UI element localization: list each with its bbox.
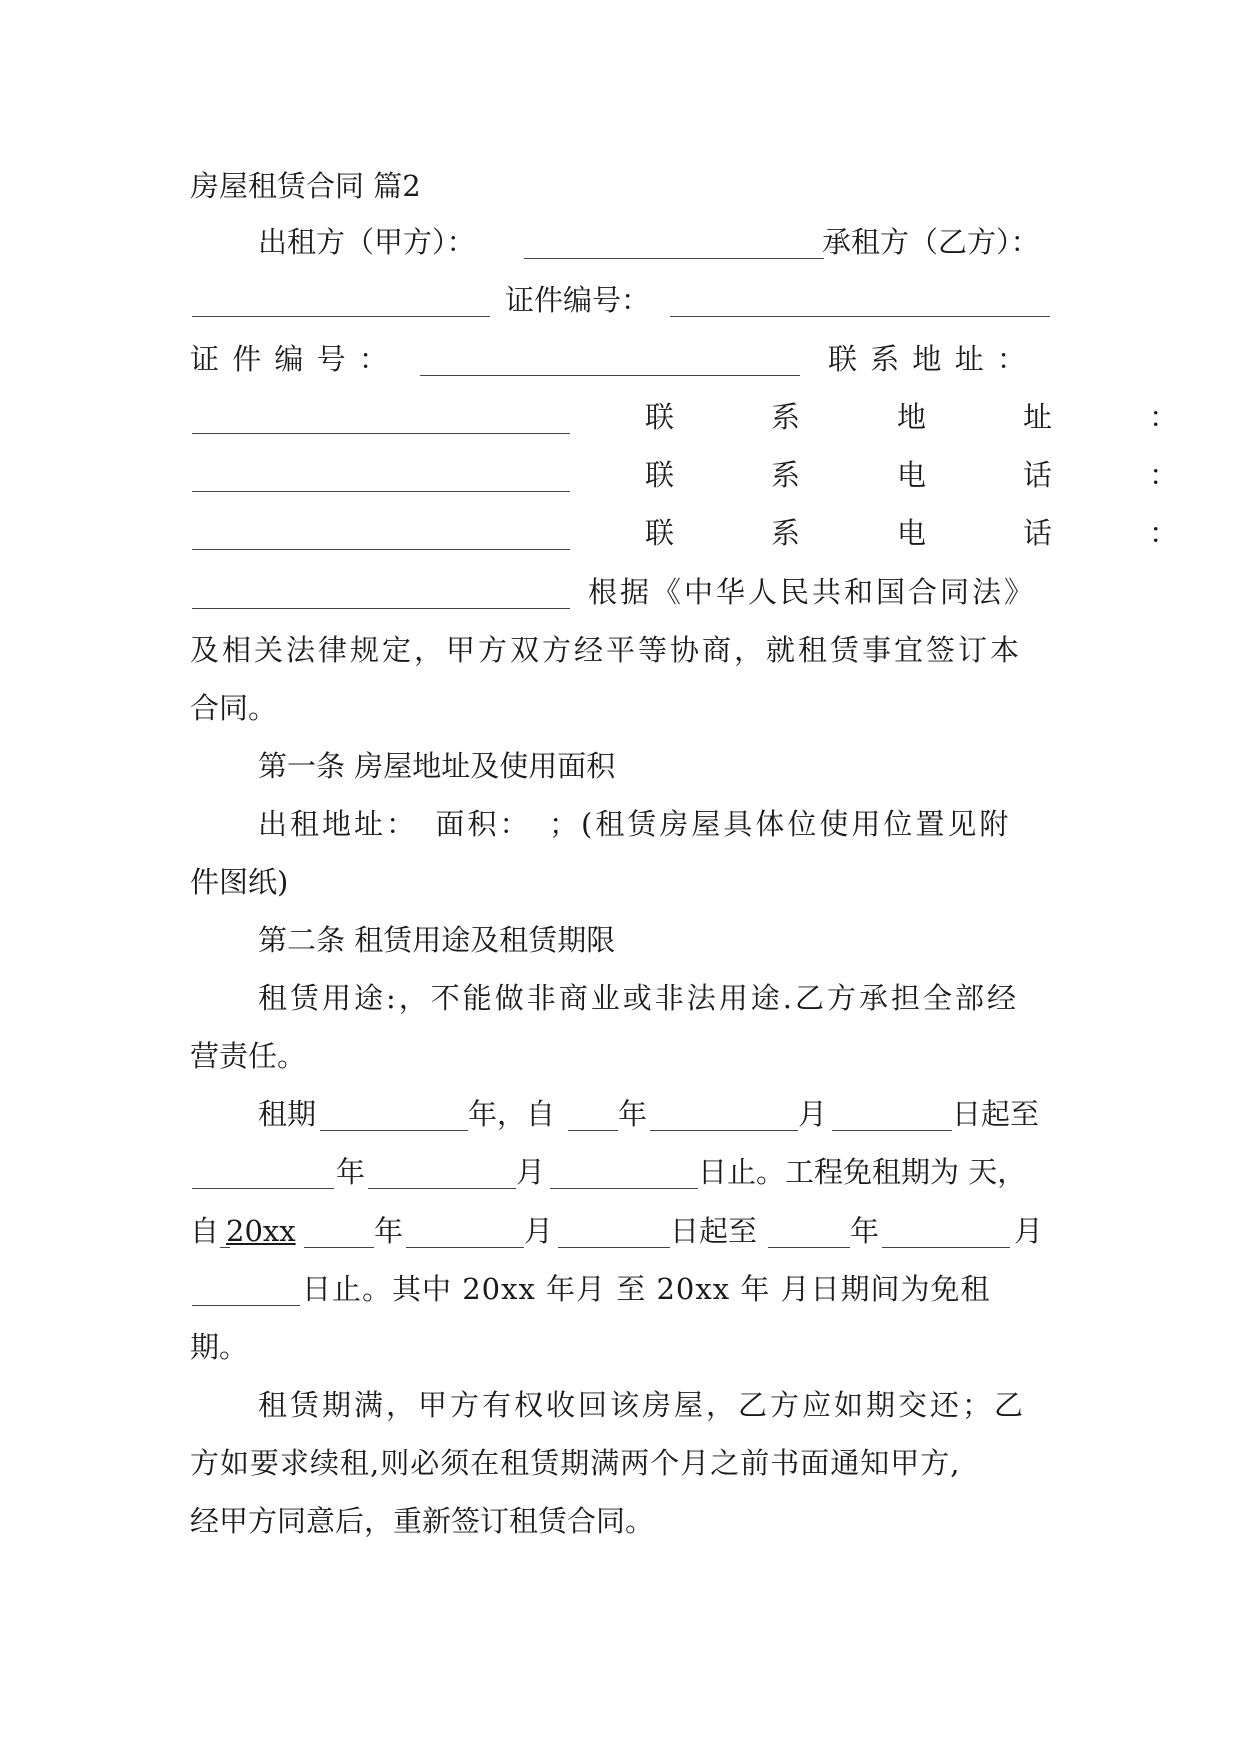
lessor-phone-blank[interactable] xyxy=(192,513,570,550)
intro-line-2: 及相关法律规定，甲方双方经平等协商，就租赁事宜签订本 xyxy=(190,633,1023,667)
term-text-8: 日止。工程免租期为 天， xyxy=(698,1155,1027,1189)
term-label: 租期 xyxy=(258,1097,317,1131)
term-text-2: 年，自 xyxy=(468,1097,556,1131)
expiry-line-3: 经甲方同意后，重新签订租赁合同。 xyxy=(190,1504,655,1538)
free-end-month-blank[interactable] xyxy=(882,1211,1010,1248)
article-2-use-line-1: 租赁用途:，不能做非商业或非法用途.乙方承担全部经 xyxy=(258,981,1019,1015)
lessor-name-blank[interactable] xyxy=(524,222,824,259)
free-start-year-blank[interactable] xyxy=(304,1211,374,1248)
lessor-address-blank[interactable] xyxy=(192,397,570,434)
lessor-label: 出租方（甲方）： xyxy=(258,225,476,259)
lessor-id-label: 证件编号： xyxy=(505,283,651,317)
lessor-address-label: 联 系 地 址 ： xyxy=(828,342,1028,376)
expiry-line-2: 方如要求续租,则必须在租赁期满两个月之前书面通知甲方, xyxy=(190,1446,961,1480)
expiry-line-1: 租赁期满，甲方有权收回该房屋，乙方应如期交还；乙 xyxy=(258,1388,1027,1422)
free-start-month-blank[interactable] xyxy=(406,1211,524,1248)
free-start-year-prefix: 20xx xyxy=(226,1214,296,1248)
article-1-line-1: 出租地址： 面积： ；(租赁房屋具体位使用位置见附 xyxy=(258,807,1012,841)
term-text-9: 自 xyxy=(190,1214,220,1248)
term-text-4: 月 xyxy=(798,1097,828,1131)
article-2-heading: 第二条 租赁用途及租赁期限 xyxy=(258,923,616,957)
lessee-address-label: 联 系 地 址 ： xyxy=(645,400,1213,434)
term-text-5: 日起至 xyxy=(952,1097,1040,1131)
term-text-6: 年 xyxy=(336,1155,366,1189)
lessee-id-label: 证 件 编 号 ： xyxy=(190,342,390,376)
end-year-blank[interactable] xyxy=(192,1152,334,1189)
lessee-label: 承租方（乙方）： xyxy=(822,225,1040,259)
term-text-7: 月 xyxy=(516,1155,546,1189)
lessee-id-blank[interactable] xyxy=(420,339,800,376)
free-start-day-blank[interactable] xyxy=(558,1211,670,1248)
start-year-blank[interactable] xyxy=(568,1094,618,1131)
start-day-blank[interactable] xyxy=(832,1094,952,1131)
term-years-blank[interactable] xyxy=(320,1094,468,1131)
lessee-name-blank[interactable] xyxy=(192,280,490,317)
start-month-blank[interactable] xyxy=(650,1094,798,1131)
term-text-15: 月 xyxy=(1014,1214,1044,1248)
term-text-11: 年 xyxy=(374,1214,404,1248)
end-day-blank[interactable] xyxy=(550,1152,698,1189)
document-title: 房屋租赁合同 篇2 xyxy=(190,169,421,203)
term-text-16: 日止。其中 20xx 年月 至 20xx 年 月日期间为免租 xyxy=(302,1272,991,1306)
article-1-heading: 第一条 房屋地址及使用面积 xyxy=(258,749,616,783)
intro-line-3: 合同。 xyxy=(190,691,278,725)
lessor-id-blank[interactable] xyxy=(670,280,1050,317)
free-end-day-blank[interactable] xyxy=(192,1269,300,1306)
free-end-year-blank[interactable] xyxy=(768,1211,850,1248)
lessee-address-blank[interactable] xyxy=(192,455,570,492)
lessee-phone-blank[interactable] xyxy=(192,572,570,609)
article-2-use-line-2: 营责任。 xyxy=(190,1039,307,1073)
lessee-phone-label: 联 系 电 话 ： xyxy=(645,516,1213,550)
end-month-blank[interactable] xyxy=(368,1152,516,1189)
term-text-17: 期。 xyxy=(190,1330,249,1364)
term-text-3: 年 xyxy=(618,1097,648,1131)
article-1-line-2: 件图纸) xyxy=(190,865,289,899)
term-text-12: 月 xyxy=(524,1214,554,1248)
term-text-14: 年 xyxy=(850,1214,880,1248)
intro-line-1: 根据《中华人民共和国合同法》 xyxy=(588,575,1037,609)
term-text-13: 日起至 xyxy=(670,1214,758,1248)
lessor-phone-label: 联 系 电 话 ： xyxy=(645,458,1213,492)
